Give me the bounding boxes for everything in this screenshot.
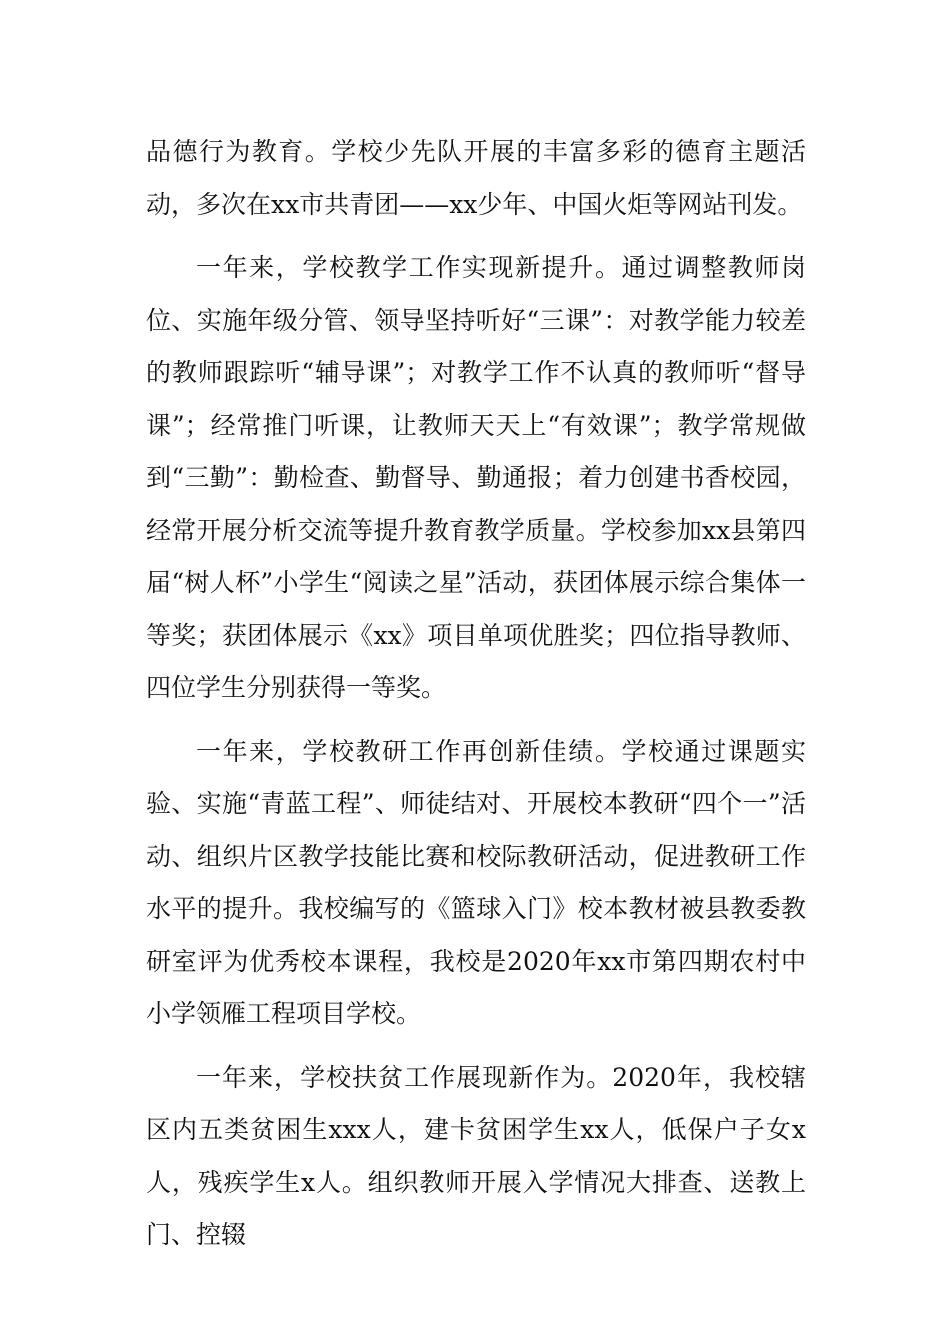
paragraph-research-work: 一年来，学校教研工作再创新佳绩。学校通过课题实验、实施“青蓝工程”、师徒结对、开展校本教研“四个一”活动、组织片区教学技能比赛和校际教研活动，促进教研工作水平的提升。我校编写的《篮球入门》校本教材被县教委教研室评为优秀校本课程，我校是2020年xx市第四期农村中小学领雁工程项目学校。 <box>146 736 806 1028</box>
paragraph-poverty-relief: 一年来，学校扶贫工作展现新作为。2020年，我校辖区内五类贫困生xxx人，建卡贫困学生xx人，低保户子女x人，残疾学生x人。组织教师开展入学情况大排查、送教上门、控辍 <box>146 1062 806 1249</box>
document-body <box>146 126 806 1262</box>
paragraph-moral-education: 品德行为教育。学校少先队开展的丰富多彩的德育主题活动，多次在xx市共青团——xx少年、中国火炬等网站刊发。 <box>146 137 806 219</box>
paragraph-teaching-work: 一年来，学校教学工作实现新提升。通过调整教师岗位、实施年级分管、领导坚持听好“三课”：对教学能力较差的教师跟踪听“辅导课”；对教学工作不认真的教师听“督导课”；经常推门听课，让教师天天上“有效课”；教学常规做到“三勤”：勤检查、勤督导、勤通报；着力创建书香校园，经常开展分析交流等提升教育教学质量。学校参加xx县第四届“树人杯”小学生“阅读之星”活动，获团体展示综合集体一等奖；获团体展示《xx》项目单项优胜奖；四位指导教师、四位学生分别获得一等奖。 <box>146 253 806 702</box>
